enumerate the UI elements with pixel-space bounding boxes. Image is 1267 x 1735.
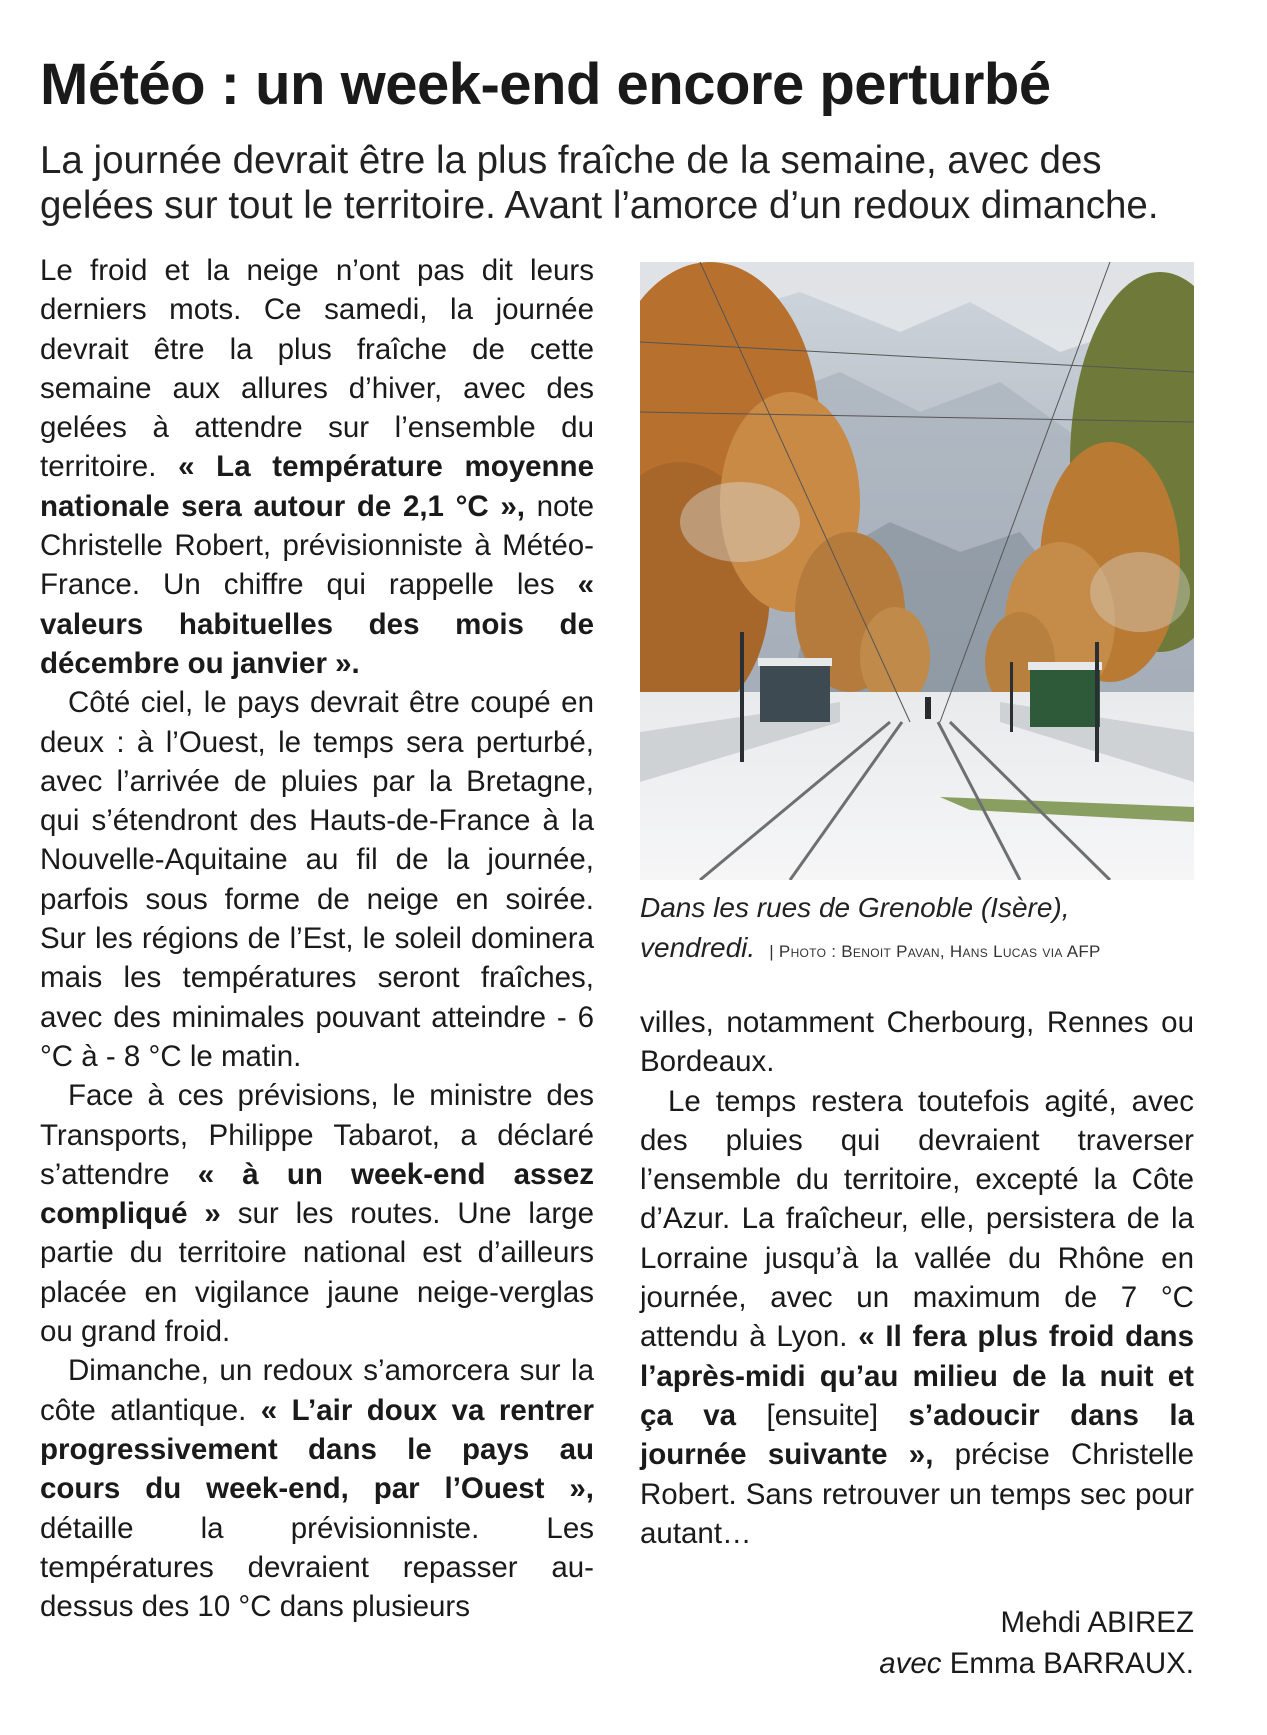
photo-credit: | Photo : Benoit Pavan, Hans Lucas via AFP [769,942,1101,961]
quote-values: « valeurs habituelles des mois de décembre ou janvier ». [40,568,594,680]
quote-temperature: « La température moyenne nationale sera autour de 2,1 °C », [40,450,594,523]
author-name: Mehdi ABIREZ [1000,1606,1194,1639]
lede: La journée devrait être la plus fraîche de la semaine, avec des gelées sur tout le territoire. Avant l’amorce d’un redoux dimanche. [40,139,1159,227]
column-right [640,1003,1194,1553]
quote-forecast: « Il fera plus froid dans l’après-midi qu’au milieu de la nuit et ça va [ensuite] s’adoucir dans la journée suivante », [640,1320,1194,1472]
paragraph-3: Face à ces prévisions, le ministre des Transports, Philippe Tabarot, a déclaré s’attendre « à un week-end assez compliqué » sur les routes. Une large partie du territoire national est d’ailleurs placée en vigilance jaune neige-verglas ou grand froid. [40,1079,595,1349]
quote-mild-air: « L’air doux va rentrer progressivement dans le pays au cours du week-end, par l’Ouest », [40,1393,594,1506]
coauthor-line: avec Emma BARRAUX. [879,1647,1194,1680]
paragraph-5: Le temps restera toutefois agité, avec des pluies qui devraient traverser l’ensemble du territoire, excepté la Côte d’Azur. La fraîcheur, elle, persistera de la Lorraine jusqu’à la vallée du Rhône en journée, avec un maximum de 7 °C attendu à Lyon. « Il fera plus froid dans l’après-midi qu’au milieu de la nuit et ça va [ensuite] s’adoucir dans la journée suivante », précise Christelle Robert. Sans retrouver un temps sec pour autant… [640,1084,1194,1550]
paragraph-1: Le froid et la neige n’ont pas dit leurs derniers mots. Ce samedi, la journée devrait être la plus fraîche de cette semaine aux allures d’hiver, avec des gelées à attendre sur l’ensemble du territoire. « La température moyenne nationale sera autour de 2,1 °C », note Christelle Robert, prévisionniste à Météo-France. Un chiffre qui rappelle les « valeurs habituelles des mois de décembre ou janvier ». [40,254,594,680]
photo-caption: Dans les rues de Grenoble (Isère), vendredi. | Photo : Benoit Pavan, Hans Lucas via AFP [640,892,1101,963]
column-left [40,251,594,1626]
byline [640,1602,1194,1684]
headline: Météo : un week-end encore perturbé [40,52,1051,117]
paragraph-2: Côté ciel, le pays devrait être coupé en deux : à l’Ouest, le temps sera perturbé, avec l’arrivée de pluies par la Bretagne, qui s’étendront des Hauts-de-France à la Nouvelle-Aquitaine au fil de la journée, parfois sous forme de neige en soirée. Sur les régions de l’Est, le soleil dominera mais les températures seront fraîches, avec des minimales pouvant atteindre - 6 °C à - 8 °C le matin. [40,686,594,1073]
quote-minister: « à un week-end assez compliqué » [40,1157,595,1231]
paragraph-4-continued: villes, notamment Cherbourg, Rennes ou Bordeaux. [640,1006,1194,1079]
photo-grenoble-snow [640,262,1194,880]
paragraph-4: Dimanche, un redoux s’amorcera sur la côte atlantique. « L’air doux va rentrer progressivement dans le pays au cours du week-end, par l’Ouest », détaille la prévisionniste. Les températures devraient repasser au-dessus des 10 °C dans plusieurs [40,1354,594,1624]
